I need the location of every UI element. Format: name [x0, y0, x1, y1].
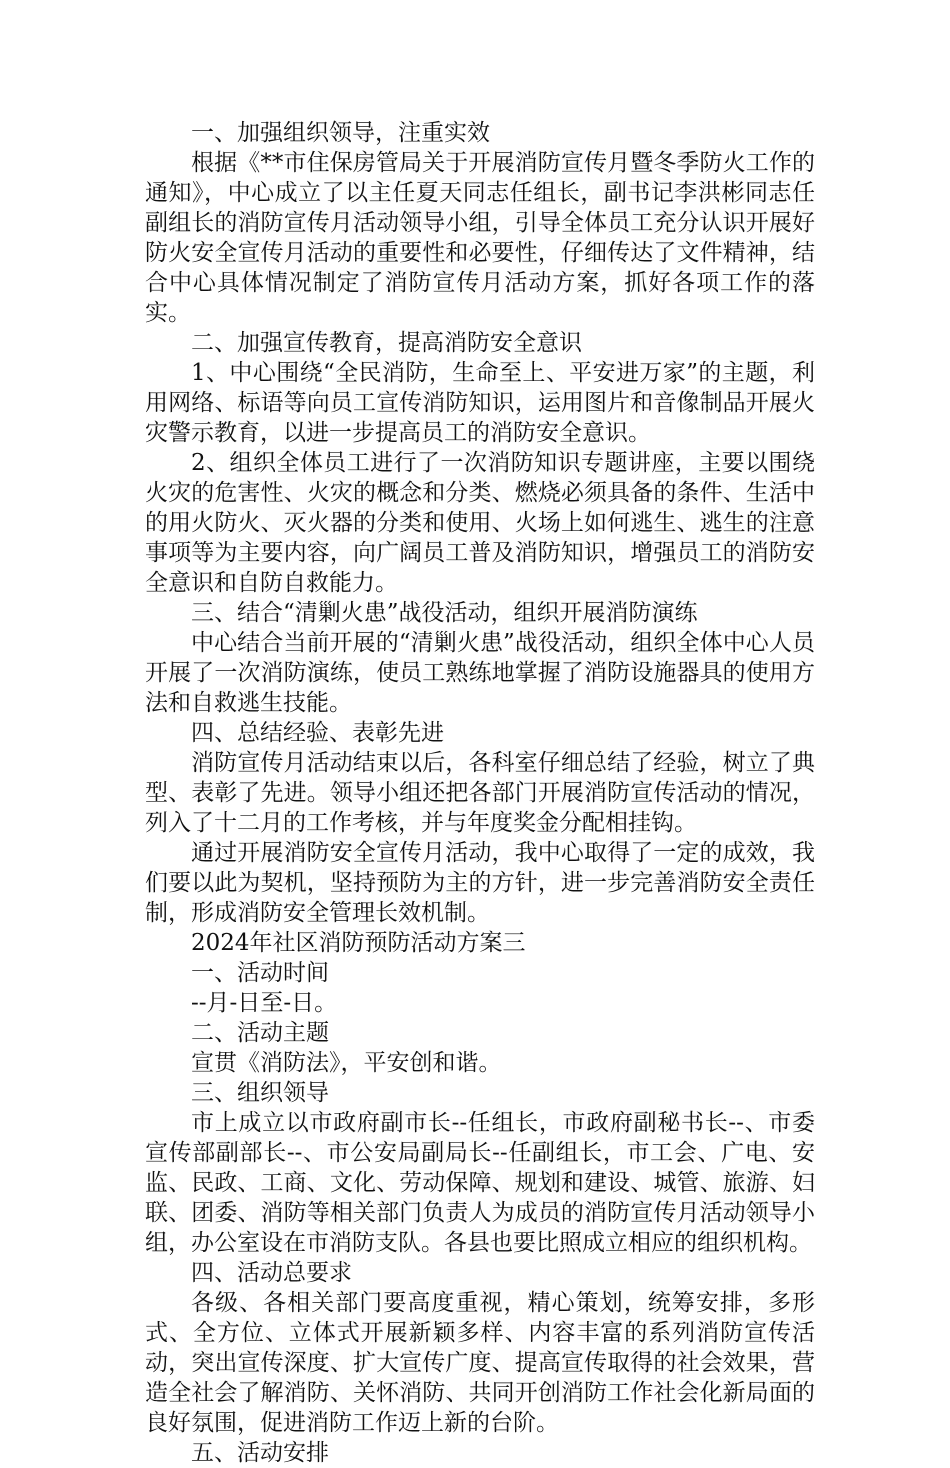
section-heading-2: 二、加强宣传教育，提高消防安全意识	[191, 330, 582, 356]
section-heading: 四、活动总要求	[191, 1260, 352, 1286]
section-heading-1: 一、加强组织领导，注重实效	[191, 120, 490, 146]
body-paragraph: 消防宣传月活动结束以后，各科室仔细总结了经验，树立了典型、表彰了先进。领导小组还把各部门开展消防宣传活动的情况，列入了十二月的工作考核，并与年度奖金分配相挂钩。	[145, 750, 815, 836]
document-subtitle: 2024年社区消防预防活动方案三	[191, 930, 526, 956]
body-paragraph: 2、组织全体员工进行了一次消防知识专题讲座，主要以围绕火灾的危害性、火灾的概念和分类、燃烧必须具备的条件、生活中的用火防火、灭火器的分类和使用、火场上如何逃生、逃生的注意事项等为主要内容，向广阔员工普及消防知识，增强员工的消防安全意识和自防自救能力。	[145, 450, 815, 596]
document-page	[145, 118, 815, 1468]
body-paragraph: 市上成立以市政府副市长--任组长，市政府副秘书长--、市委宣传部副部长--、市公安局副局长--任副组长，市工会、广电、安监、民政、工商、文化、劳动保障、规划和建设、城管、旅游、妇联、团委、消防等相关部门负责人为成员的消防宣传月活动领导小组，办公室设在市消防支队。各县也要比照成立相应的组织机构。	[145, 1110, 815, 1256]
section-heading-4: 四、总结经验、表彰先进	[191, 720, 444, 746]
section-heading: 五、活动安排	[191, 1440, 329, 1466]
section-heading: 三、组织领导	[191, 1080, 329, 1106]
body-paragraph: 中心结合当前开展的“清剿火患”战役活动，组织全体中心人员开展了一次消防演练，使员工熟练地掌握了消防设施器具的使用方法和自救逃生技能。	[145, 630, 815, 716]
body-paragraph: 通过开展消防安全宣传月活动，我中心取得了一定的成效，我们要以此为契机，坚持预防为主的方针，进一步完善消防安全责任制，形成消防安全管理长效机制。	[145, 840, 815, 926]
section-heading: 二、活动主题	[191, 1020, 329, 1046]
body-paragraph: 根据《**市住保房管局关于开展消防宣传月暨冬季防火工作的通知》，中心成立了以主任夏天同志任组长，副书记李洪彬同志任副组长的消防宣传月活动领导小组，引导全体员工充分认识开展好防火安全宣传月活动的重要性和必要性，仔细传达了文件精神，结合中心具体情况制定了消防宣传月活动方案，抓好各项工作的落实。	[145, 150, 815, 326]
body-paragraph: 各级、各相关部门要高度重视，精心策划，统筹安排，多形式、全方位、立体式开展新颖多样、内容丰富的系列消防宣传活动，突出宣传深度、扩大宣传广度、提高宣传取得的社会效果，营造全社会了解消防、关怀消防、共同开创消防工作社会化新局面的良好氛围，促进消防工作迈上新的台阶。	[145, 1290, 815, 1436]
body-paragraph: 宣贯《消防法》，平安创和谐。	[191, 1050, 502, 1076]
body-paragraph: --月-日至-日。	[191, 990, 338, 1016]
section-heading: 一、活动时间	[191, 960, 329, 986]
section-heading-3: 三、结合“清剿火患”战役活动，组织开展消防演练	[191, 600, 698, 626]
body-paragraph: 1、中心围绕“全民消防，生命至上、平安进万家”的主题，利用网络、标语等向员工宣传消防知识，运用图片和音像制品开展火灾警示教育，以进一步提高员工的消防安全意识。	[145, 360, 815, 446]
